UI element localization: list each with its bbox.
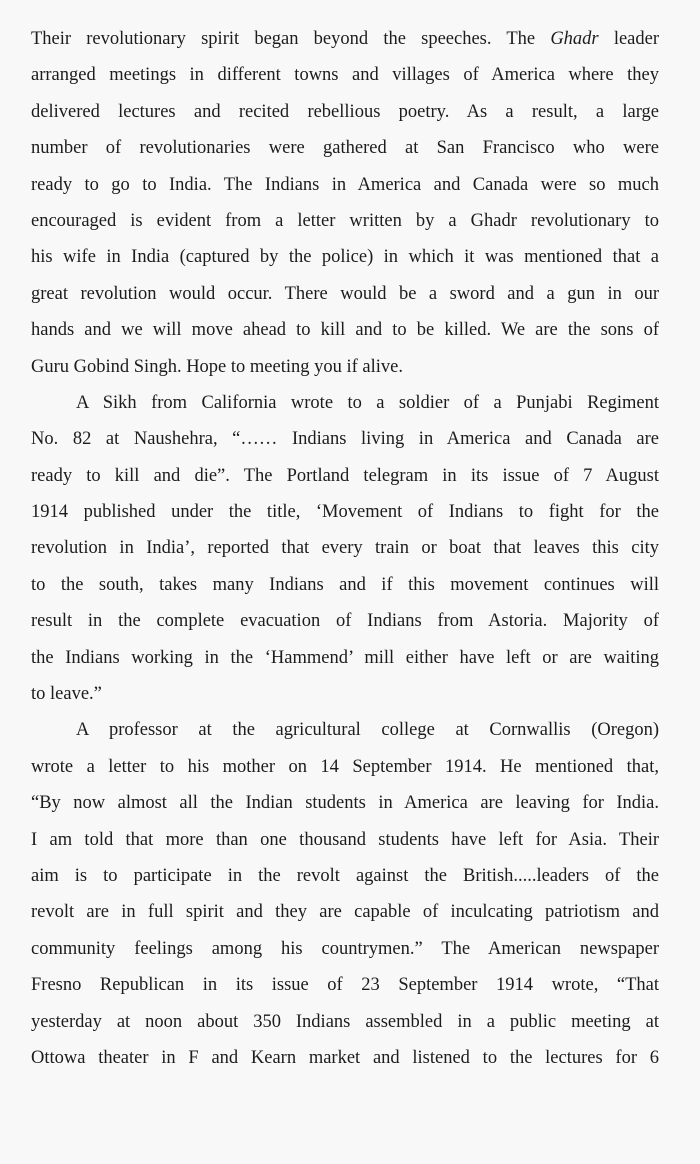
text-line: number of revolutionaries were gathered at San Francisco who were — [31, 138, 659, 159]
text-line: aim is to participate in the revolt against the British.....leaders of the — [31, 865, 659, 886]
text-line: delivered lectures and recited rebellious poetry. As a result, a large — [31, 101, 659, 122]
text-line: Ottowa theater in F and Kearn market and listened to the lectures for 6 — [31, 1047, 659, 1068]
text-line: hands and we will move ahead to kill and to be killed. We are the sons of — [31, 320, 659, 341]
text-line: No. 82 at Naushehra, “…… Indians living in America and Canada are — [31, 429, 659, 450]
text-line: to leave.” — [31, 684, 102, 705]
paragraph-3 — [31, 712, 659, 1076]
text-line: wrote a letter to his mother on 14 September 1914. He mentioned that, — [31, 756, 659, 777]
text-line: community feelings among his countrymen.” The American newspaper — [31, 938, 659, 959]
text-line: I am told that more than one thousand students have left for Asia. Their — [31, 829, 659, 850]
text-line: arranged meetings in different towns and villages of America where they — [31, 65, 659, 86]
text-line: his wife in India (captured by the police) in which it was mentioned that a — [31, 247, 659, 268]
text-line: revolution in India’, reported that every train or boat that leaves this city — [31, 538, 659, 559]
text-line: ready to kill and die”. The Portland telegram in its issue of 7 August — [31, 465, 659, 486]
text-line: Fresno Republican in its issue of 23 September 1914 wrote, “That — [31, 975, 659, 996]
paragraph-2 — [31, 385, 659, 713]
text-line: “By now almost all the Indian students in America are leaving for India. — [31, 793, 659, 814]
text-line: A professor at the agricultural college at Cornwallis (Oregon) — [76, 720, 659, 741]
text-line: the Indians working in the ‘Hammend’ mill either have left or are waiting — [31, 647, 659, 668]
paragraph-1 — [31, 21, 659, 385]
page-text-block — [31, 21, 659, 1076]
text-line: revolt are in full spirit and they are capable of inculcating patriotism and — [31, 902, 659, 923]
text-line: result in the complete evacuation of Indians from Astoria. Majority of — [31, 611, 659, 632]
text-line: A Sikh from California wrote to a soldier of a Punjabi Regiment — [76, 392, 659, 413]
text-line: Their revolutionary spirit began beyond the speeches. The Ghadr leader — [31, 29, 659, 49]
text-line: yesterday at noon about 350 Indians assembled in a public meeting at — [31, 1011, 659, 1032]
italic-text: Ghadr — [550, 29, 599, 49]
text-line: Guru Gobind Singh. Hope to meeting you if alive. — [31, 356, 404, 377]
text-line: great revolution would occur. There would be a sword and a gun in our — [31, 283, 659, 304]
text-line: encouraged is evident from a letter written by a Ghadr revolutionary to — [31, 210, 659, 231]
text-line: 1914 published under the title, ‘Movement of Indians to fight for the — [31, 502, 659, 523]
text-line: to the south, takes many Indians and if this movement continues will — [31, 574, 659, 595]
text-line: ready to go to India. The Indians in America and Canada were so much — [31, 174, 659, 195]
